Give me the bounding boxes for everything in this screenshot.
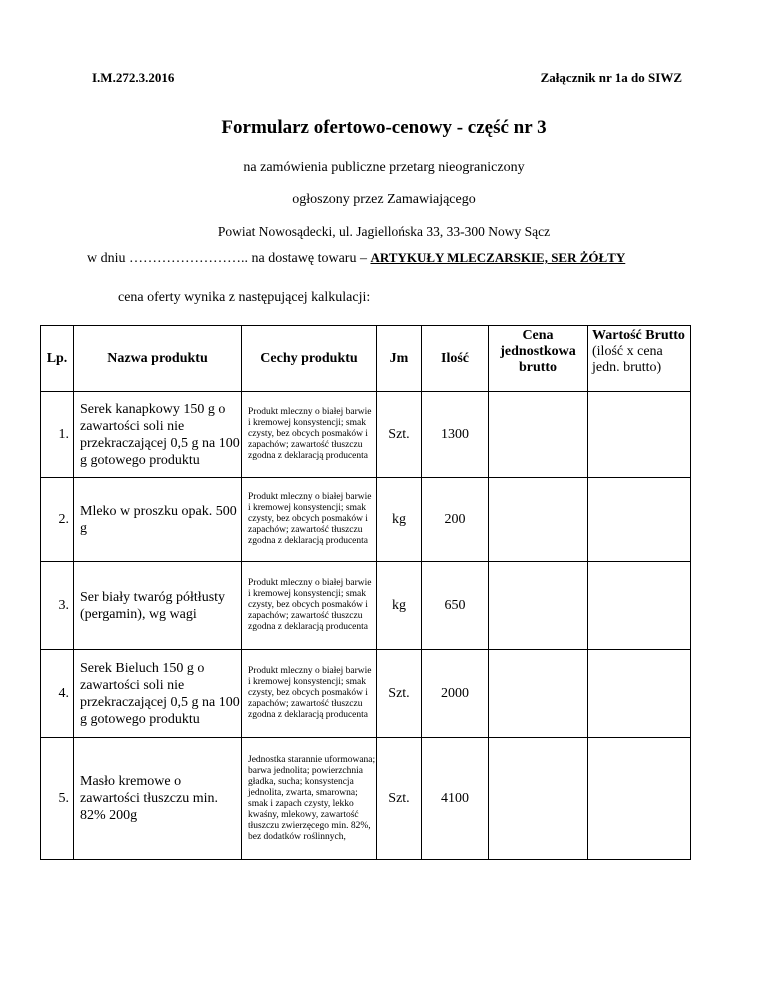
row-product-features: Produkt mleczny o białej barwie i kremowej konsystencji; smak czysty, bez obcych posmaków i zapachów; zawartość tłuszczu zgodna z deklaracją producenta	[242, 392, 377, 478]
header-unit: Jm	[377, 326, 422, 392]
delivery-prefix: w dniu …………………….. na dostawę towaru –	[87, 251, 367, 266]
row-unit: Szt.	[377, 738, 422, 860]
row-gross-value-cell[interactable]	[588, 738, 691, 860]
header-product-features: Cechy produktu	[242, 326, 377, 392]
attachment-label: Załącznik nr 1a do SIWZ	[540, 70, 682, 85]
header-gross-value-title: Wartość Brutto	[592, 328, 685, 343]
row-unit: kg	[377, 562, 422, 650]
row-unit: kg	[377, 478, 422, 562]
header-gross-value	[588, 326, 691, 392]
row-lp: 5.	[41, 738, 74, 860]
row-unit-price-cell[interactable]	[489, 738, 588, 860]
header-gross-value-note: (ilość x cena jedn. brutto)	[592, 344, 663, 375]
row-quantity: 200	[422, 478, 489, 562]
table-row	[41, 738, 691, 860]
table-header-row	[41, 326, 691, 392]
row-unit-price-cell[interactable]	[489, 562, 588, 650]
document-reference: I.M.272.3.2016	[92, 70, 175, 85]
form-title: Formularz ofertowo-cenowy - część nr 3	[221, 117, 547, 138]
row-lp: 2.	[41, 478, 74, 562]
row-product-name: Ser biały twaróg półtłusty (pergamin), wg wagi	[74, 562, 242, 650]
row-product-name: Masło kremowe o zawartości tłuszczu min. 82% 200g	[74, 738, 242, 860]
table-row	[41, 392, 691, 478]
row-gross-value-cell[interactable]	[588, 478, 691, 562]
row-product-name: Serek Bieluch 150 g o zawartości soli nie przekraczającej 0,5 g na 100 g gotowego produktu	[74, 650, 242, 738]
row-gross-value-cell[interactable]	[588, 392, 691, 478]
table-row	[41, 478, 691, 562]
delivery-line	[87, 250, 687, 267]
row-product-name: Mleko w proszku opak. 500 g	[74, 478, 242, 562]
header-quantity: Ilość	[422, 326, 489, 392]
row-unit-price-cell[interactable]	[489, 650, 588, 738]
row-unit-price-cell[interactable]	[489, 392, 588, 478]
row-quantity: 650	[422, 562, 489, 650]
header-product-name: Nazwa produktu	[74, 326, 242, 392]
row-product-features: Produkt mleczny o białej barwie i kremowej konsystencji; smak czysty, bez obcych posmaków i zapachów; zawartość tłuszczu zgodna z deklaracją producenta	[242, 650, 377, 738]
row-lp: 4.	[41, 650, 74, 738]
price-table	[40, 325, 691, 860]
table-row	[41, 650, 691, 738]
row-lp: 1.	[41, 392, 74, 478]
row-product-features: Jednostka starannie uformowana; barwa jednolita; powierzchnia gładka, sucha; konsystencja jednolita, zwarta, smarowna; smak i zapach czysty, lekko kwaśny, mlekowy, zawartość tłuszczu zwierzęcego min. 82%, bez dodatków roślinnych,	[242, 738, 377, 860]
table-row	[41, 562, 691, 650]
row-gross-value-cell[interactable]	[588, 650, 691, 738]
row-lp: 3.	[41, 562, 74, 650]
row-unit: Szt.	[377, 650, 422, 738]
row-quantity: 2000	[422, 650, 489, 738]
subtitle-address: Powiat Nowosądecki, ul. Jagiellońska 33, 33-300 Nowy Sącz	[217, 224, 551, 239]
goods-category: ARTYKUŁY MLECZARSKIE, SER ŻÓŁTY	[370, 250, 626, 265]
row-quantity: 1300	[422, 392, 489, 478]
subtitle-procurement: na zamówienia publiczne przetarg nieograniczony	[243, 160, 525, 175]
calculation-note: cena oferty wynika z następującej kalkulacji:	[118, 290, 371, 305]
header-lp: Lp.	[41, 326, 74, 392]
row-product-features: Produkt mleczny o białej barwie i kremowej konsystencji; smak czysty, bez obcych posmaków i zapachów; zawartość tłuszczu zgodna z deklaracją producenta	[242, 562, 377, 650]
subtitle-announcer: ogłoszony przez Zamawiającego	[292, 192, 476, 207]
row-unit: Szt.	[377, 392, 422, 478]
header-unit-price: Cena jednostkowa brutto	[489, 326, 588, 392]
row-product-features: Produkt mleczny o białej barwie i kremowej konsystencji; smak czysty, bez obcych posmaków i zapachów; zawartość tłuszczu zgodna z deklaracją producenta	[242, 478, 377, 562]
row-unit-price-cell[interactable]	[489, 478, 588, 562]
row-quantity: 4100	[422, 738, 489, 860]
row-product-name: Serek kanapkowy 150 g o zawartości soli nie przekraczającej 0,5 g na 100 g gotowego produktu	[74, 392, 242, 478]
row-gross-value-cell[interactable]	[588, 562, 691, 650]
